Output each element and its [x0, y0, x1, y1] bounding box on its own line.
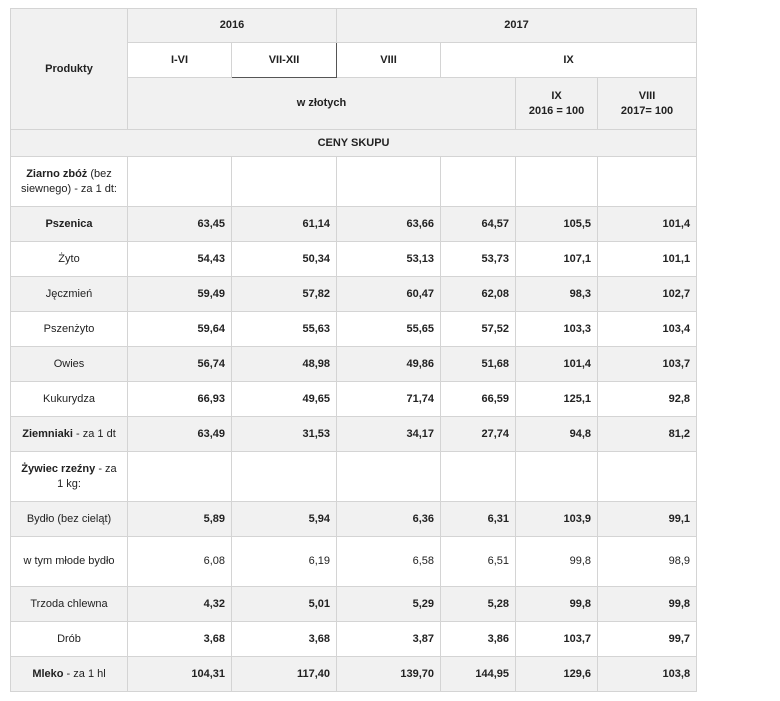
value-cell: 6,08	[128, 537, 232, 587]
value-cell: 139,70	[337, 657, 441, 692]
table-row	[11, 157, 697, 207]
row-label	[11, 417, 128, 452]
value-cell	[516, 157, 598, 207]
header-period-viii: VIII	[337, 43, 441, 78]
value-cell: 3,87	[337, 622, 441, 657]
value-cell: 101,4	[516, 347, 598, 382]
value-cell: 144,95	[441, 657, 516, 692]
value-cell: 5,01	[232, 587, 337, 622]
row-label-unit: Trzoda chlewna	[30, 597, 108, 610]
row-label-unit: Drób	[57, 632, 81, 645]
row-label	[11, 312, 128, 347]
value-cell: 53,13	[337, 242, 441, 277]
row-label	[11, 347, 128, 382]
value-cell: 103,4	[598, 312, 697, 347]
section-title: CENY SKUPU	[11, 130, 697, 157]
value-cell: 27,74	[441, 417, 516, 452]
header-year-2017: 2017	[337, 9, 697, 43]
value-cell: 103,3	[516, 312, 598, 347]
value-cell: 71,74	[337, 382, 441, 417]
value-cell: 99,7	[598, 622, 697, 657]
header-period-ix: IX	[441, 43, 697, 78]
value-cell	[441, 452, 516, 502]
header-period-i-vi: I-VI	[128, 43, 232, 78]
row-label	[11, 657, 128, 692]
header-unit: w złotych	[128, 78, 516, 130]
value-cell: 5,89	[128, 502, 232, 537]
value-cell: 4,32	[128, 587, 232, 622]
table-row	[11, 587, 697, 622]
value-cell: 125,1	[516, 382, 598, 417]
value-cell: 53,73	[441, 242, 516, 277]
header-index-2017-base: 2017= 100	[620, 104, 674, 117]
value-cell: 31,53	[232, 417, 337, 452]
value-cell: 3,68	[232, 622, 337, 657]
value-cell: 62,08	[441, 277, 516, 312]
value-cell: 99,8	[516, 587, 598, 622]
value-cell: 6,36	[337, 502, 441, 537]
value-cell: 54,43	[128, 242, 232, 277]
value-cell	[598, 452, 697, 502]
value-cell: 103,8	[598, 657, 697, 692]
value-cell: 5,29	[337, 587, 441, 622]
header-index-2016-base: 2016 = 100	[528, 104, 585, 117]
value-cell: 107,1	[516, 242, 598, 277]
value-cell: 99,8	[598, 587, 697, 622]
table-row	[11, 207, 697, 242]
row-label-unit: - za 1 kg:	[57, 462, 117, 490]
value-cell: 63,66	[337, 207, 441, 242]
row-label	[11, 452, 128, 502]
row-label-unit: (bez siewnego) - za 1 dt:	[21, 167, 117, 195]
value-cell: 63,45	[128, 207, 232, 242]
value-cell: 64,57	[441, 207, 516, 242]
row-label	[11, 382, 128, 417]
row-label-unit: Bydło (bez cieląt)	[26, 512, 112, 525]
value-cell: 103,9	[516, 502, 598, 537]
value-cell: 103,7	[598, 347, 697, 382]
value-cell: 117,40	[232, 657, 337, 692]
row-label	[11, 207, 128, 242]
value-cell: 60,47	[337, 277, 441, 312]
value-cell: 56,74	[128, 347, 232, 382]
value-cell: 48,98	[232, 347, 337, 382]
row-label-name: Pszenica	[45, 217, 93, 230]
value-cell: 98,9	[598, 537, 697, 587]
row-label	[11, 587, 128, 622]
header-index-2016-month: IX	[551, 89, 562, 102]
row-label-unit: Owies	[53, 357, 85, 370]
row-label	[11, 277, 128, 312]
row-label-unit: Żyto	[58, 252, 80, 265]
value-cell	[128, 452, 232, 502]
value-cell: 59,64	[128, 312, 232, 347]
value-cell: 6,51	[441, 537, 516, 587]
table-row	[11, 537, 697, 587]
value-cell	[128, 157, 232, 207]
value-cell: 3,86	[441, 622, 516, 657]
row-label-unit: w tym młode bydło	[23, 555, 115, 567]
row-label-unit: - za 1 hl	[63, 667, 106, 680]
header-index-2017-month: VIII	[638, 89, 656, 102]
row-label	[11, 622, 128, 657]
value-cell: 81,2	[598, 417, 697, 452]
table-row	[11, 382, 697, 417]
value-cell: 55,63	[232, 312, 337, 347]
value-cell: 61,14	[232, 207, 337, 242]
price-table	[10, 8, 697, 692]
row-label-name: Żywiec rzeźny	[21, 462, 96, 475]
row-label-unit: Pszenżyto	[43, 322, 95, 335]
value-cell: 3,68	[128, 622, 232, 657]
table-row	[11, 312, 697, 347]
row-label-unit: Jęczmień	[45, 287, 93, 300]
value-cell: 105,5	[516, 207, 598, 242]
header-index-2017	[598, 78, 697, 130]
row-label-name: Mleko	[32, 667, 64, 680]
header-index-2016	[516, 78, 598, 130]
row-label-unit: - za 1 dt	[72, 427, 116, 440]
row-label	[11, 537, 128, 587]
value-cell: 59,49	[128, 277, 232, 312]
table-row	[11, 502, 697, 537]
value-cell	[232, 452, 337, 502]
value-cell: 101,4	[598, 207, 697, 242]
value-cell: 129,6	[516, 657, 598, 692]
table-row	[11, 622, 697, 657]
table-row	[11, 452, 697, 502]
row-label-name: Ziarno zbóż	[26, 167, 88, 180]
row-label	[11, 157, 128, 207]
value-cell: 5,94	[232, 502, 337, 537]
value-cell: 102,7	[598, 277, 697, 312]
value-cell: 49,86	[337, 347, 441, 382]
value-cell: 101,1	[598, 242, 697, 277]
value-cell	[516, 452, 598, 502]
value-cell: 99,8	[516, 537, 598, 587]
value-cell: 51,68	[441, 347, 516, 382]
row-label	[11, 242, 128, 277]
value-cell: 66,59	[441, 382, 516, 417]
row-label-unit: Kukurydza	[43, 392, 95, 405]
header-year-2016: 2016	[128, 9, 337, 43]
table-row	[11, 277, 697, 312]
value-cell: 6,19	[232, 537, 337, 587]
table-row	[11, 417, 697, 452]
value-cell	[598, 157, 697, 207]
row-label-name: Ziemniaki	[22, 427, 73, 440]
header-period-vii-xii[interactable]: VII-XII	[232, 43, 337, 78]
value-cell: 94,8	[516, 417, 598, 452]
row-label	[11, 502, 128, 537]
value-cell: 34,17	[337, 417, 441, 452]
value-cell	[441, 157, 516, 207]
value-cell: 6,58	[337, 537, 441, 587]
value-cell: 57,82	[232, 277, 337, 312]
value-cell: 5,28	[441, 587, 516, 622]
value-cell: 49,65	[232, 382, 337, 417]
value-cell: 98,3	[516, 277, 598, 312]
value-cell: 50,34	[232, 242, 337, 277]
table-row	[11, 242, 697, 277]
table-row	[11, 657, 697, 692]
value-cell: 55,65	[337, 312, 441, 347]
value-cell: 6,31	[441, 502, 516, 537]
value-cell	[337, 157, 441, 207]
value-cell: 57,52	[441, 312, 516, 347]
header-produkty: Produkty	[11, 9, 128, 130]
value-cell: 92,8	[598, 382, 697, 417]
value-cell: 104,31	[128, 657, 232, 692]
value-cell	[337, 452, 441, 502]
table-row	[11, 347, 697, 382]
value-cell	[232, 157, 337, 207]
value-cell: 99,1	[598, 502, 697, 537]
value-cell: 63,49	[128, 417, 232, 452]
value-cell: 66,93	[128, 382, 232, 417]
value-cell: 103,7	[516, 622, 598, 657]
